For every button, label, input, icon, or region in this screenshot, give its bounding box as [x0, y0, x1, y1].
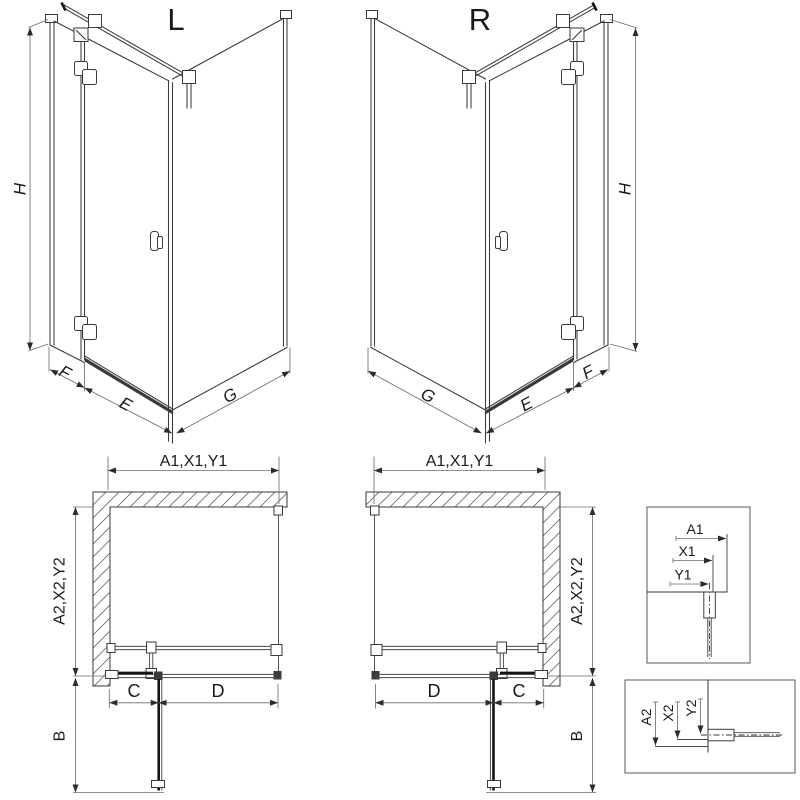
front-sill-plan: [376, 671, 548, 681]
dim-a2-detail: [638, 702, 658, 746]
plan-view-right: [366, 453, 596, 793]
dim-label-g: G: [417, 384, 439, 408]
hinge-bottom-plate: [83, 325, 97, 340]
dim-h-right: [610, 20, 637, 352]
wall-hatch: [366, 492, 560, 686]
dim-label-c: C: [127, 681, 141, 701]
dim-label-h: H: [10, 182, 30, 196]
detail-box-a1x1y1: [647, 507, 750, 663]
door-pivot: [490, 672, 499, 681]
hinge-top-plate: [83, 70, 97, 85]
door-handle-plate: [496, 237, 501, 249]
wall-profile-plan: [106, 671, 119, 679]
corner-connector: [463, 71, 476, 84]
dim-cd-right-plan: [376, 681, 544, 709]
dim-label-h: H: [615, 182, 635, 196]
dim-label-d: D: [211, 681, 225, 701]
door-handle-plate: [158, 237, 163, 249]
wall-profile-plan: [535, 671, 548, 679]
dim-label-a1x1y1: A1,X1,Y1: [159, 453, 228, 470]
front-sill-plan: [106, 671, 278, 681]
dim-label-b: B: [51, 730, 69, 742]
dim-label-x2: X2: [660, 704, 677, 722]
corner-connector: [183, 71, 196, 84]
dim-label-a1: A1: [686, 521, 704, 537]
iso-view-left: [10, 2, 291, 443]
dim-x1-detail: [673, 543, 712, 563]
dim-h-left: [10, 20, 48, 352]
support-bar-tee: [89, 15, 102, 28]
dim-label-f: F: [579, 361, 598, 384]
side-panel-plan: [271, 506, 283, 680]
support-bar-tee: [557, 15, 570, 28]
open-door-plan: [152, 679, 165, 791]
dim-label-g: G: [219, 384, 241, 408]
dim-label-f: F: [55, 361, 74, 384]
dim-label-a2x2y2: A2,X2,Y2: [51, 557, 69, 625]
iso-view-right: [367, 2, 638, 443]
dim-label-d: D: [427, 681, 441, 701]
iso-left-title: L: [167, 2, 185, 37]
door-pivot: [154, 672, 163, 681]
dim-label-x1: X1: [678, 543, 696, 559]
dim-b-left-plan: [52, 678, 164, 793]
glass-door-right: [486, 37, 584, 443]
detail-box-a2x2y2: [625, 680, 795, 773]
dim-label-y1: Y1: [674, 566, 692, 583]
dim-label-e: E: [116, 393, 136, 416]
dim-b-right-plan: [486, 678, 596, 793]
dim-y1-detail: [670, 567, 709, 587]
dim-label-a2x2y2: A2,X2,Y2: [569, 557, 587, 625]
open-door-plan: [488, 679, 501, 791]
support-bar-end-cap: [62, 3, 66, 11]
wall-hatch: [93, 492, 287, 686]
dim-label-a2: A2: [638, 708, 655, 726]
dim-label-c: C: [512, 681, 526, 701]
plan-view-left: [52, 453, 287, 793]
door-end-cap: [152, 781, 165, 788]
iso-right-title: R: [468, 2, 492, 37]
dim-x2-detail: [660, 702, 680, 739]
glass-door-left: [75, 37, 173, 443]
dim-label-e: E: [517, 393, 536, 416]
hinge-bottom-plate: [562, 325, 576, 340]
side-panel-plan: [371, 506, 383, 680]
dim-cd-left-plan: [109, 681, 278, 709]
dim-label-a1x1y1: A1,X1,Y1: [425, 453, 494, 470]
dim-y2-detail: [683, 699, 703, 734]
dim-label-b: B: [569, 730, 587, 742]
door-end-cap: [488, 781, 501, 788]
hinge-top-plate: [562, 70, 576, 85]
dim-a1-detail: [676, 521, 726, 541]
dim-label-y2: Y2: [683, 699, 700, 717]
